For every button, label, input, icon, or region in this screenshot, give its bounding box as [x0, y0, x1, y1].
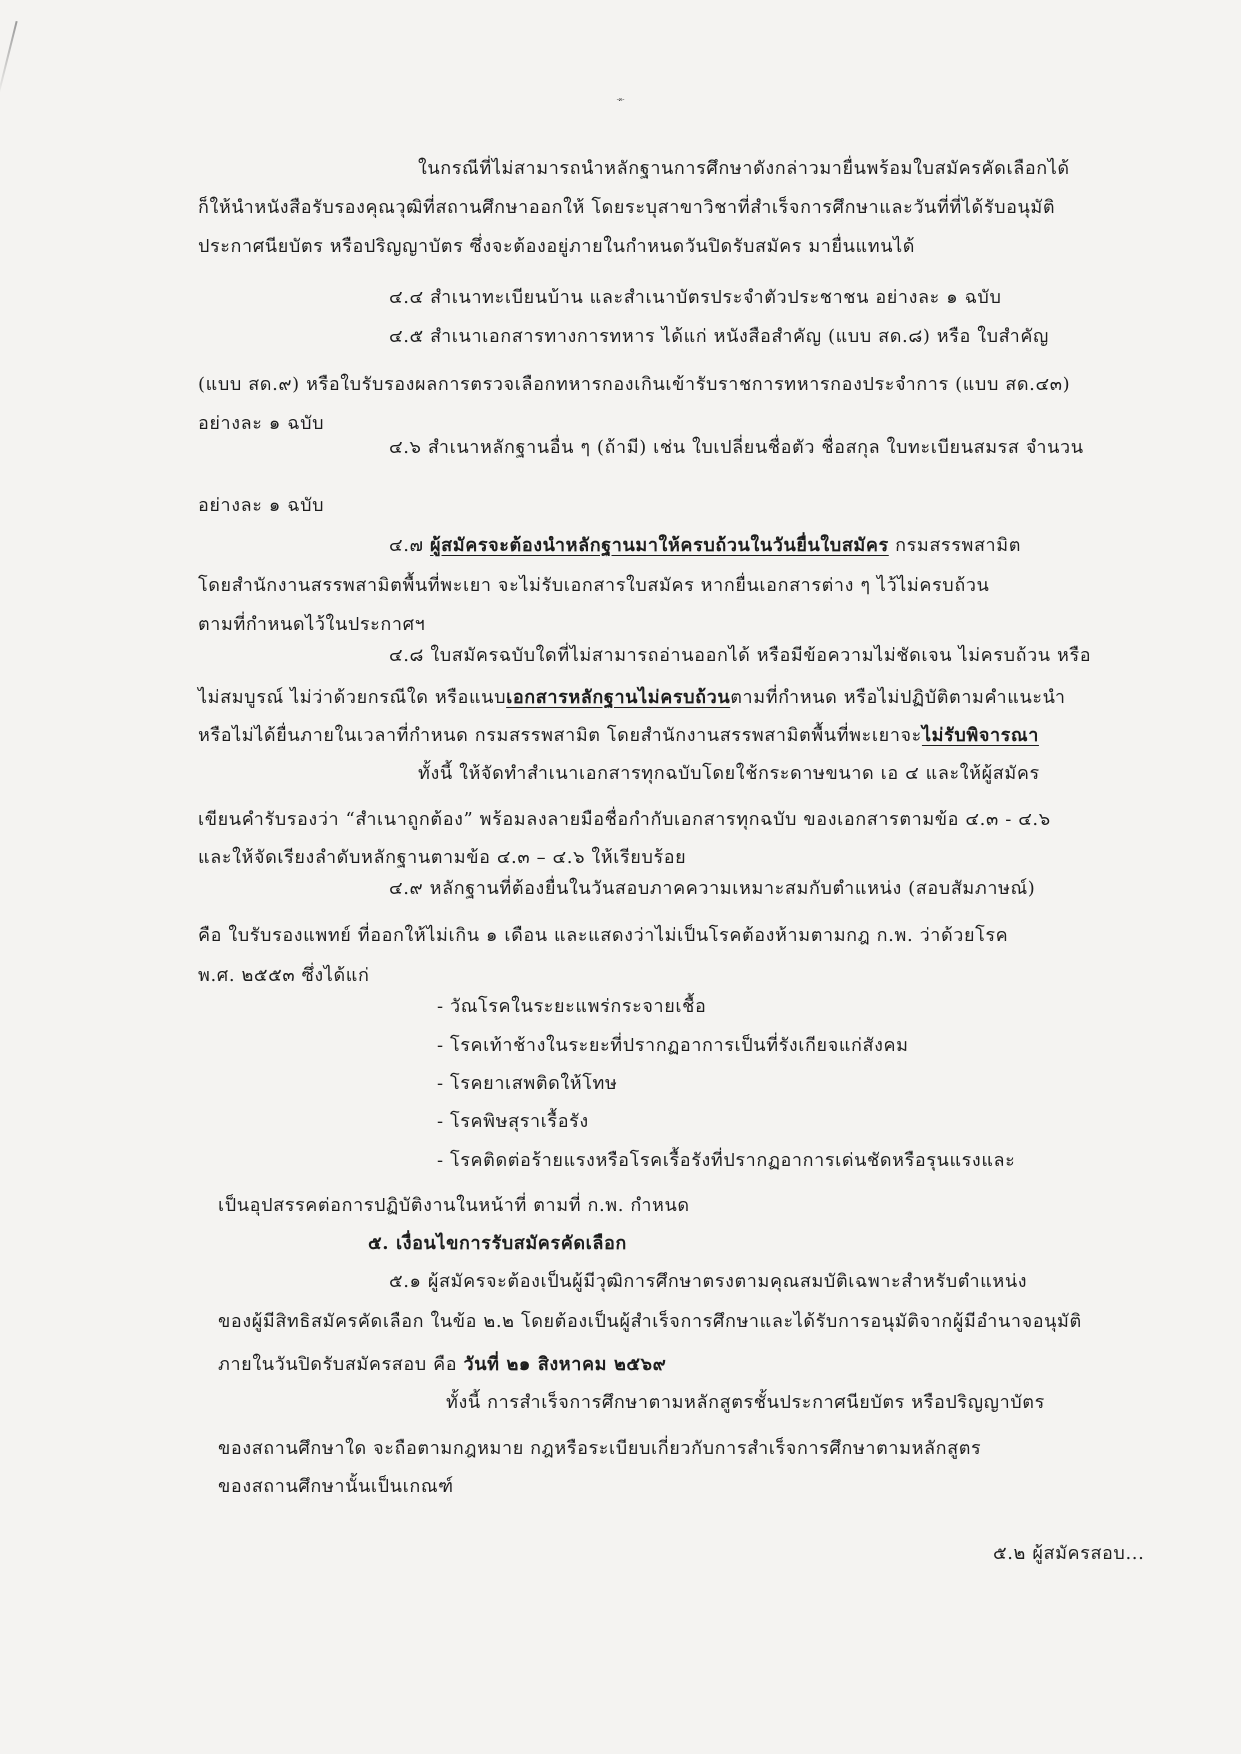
- paragraph-line: ทั้งนี้ การสำเร็จการศึกษาตามหลักสูตรชั้นประกาศนียบัตร หรือปริญญาบัตร: [446, 1392, 1045, 1413]
- item-4-8: ๔.๘ ใบสมัครฉบับใดที่ไม่สามารถอ่านออกได้ หรือมีข้อความไม่ชัดเจน ไม่ครบถ้วน หรือ: [389, 645, 1092, 666]
- paragraph-line: [198, 724, 1039, 748]
- paragraph-line: ตามที่กำหนดไว้ในประกาศฯ: [198, 614, 426, 635]
- paragraph-line: ทั้งนี้ ให้จัดทำสำเนาเอกสารทุกฉบับโดยใช้กระดาษขนาด เอ ๔ และให้ผู้สมัคร: [418, 763, 1040, 784]
- list-item: - โรคพิษสุราเรื้อรัง: [437, 1111, 589, 1132]
- deadline-date: วันที่ ๒๑ สิงหาคม ๒๕๖๙: [463, 1354, 667, 1375]
- emphasis-text: เอกสารหลักฐานไม่ครบถ้วน: [506, 687, 731, 708]
- item-4-5: ๔.๕ สำเนาเอกสารทางการทหาร ได้แก่ หนังสือสำคัญ (แบบ สด.๘) หรือ ใบสำคัญ: [389, 326, 1049, 347]
- list-item: - วัณโรคในระยะแพร่กระจายเชื้อ: [437, 996, 707, 1017]
- paragraph-line: ก็ให้นำหนังสือรับรองคุณวุฒิที่สถานศึกษาออกให้ โดยระบุสาขาวิชาที่สำเร็จการศึกษาและวันที่ที่ได้รับอนุมัติ: [198, 197, 1056, 218]
- paragraph-line: ของสถานศึกษาใด จะถือตามกฎหมาย กฎหรือระเบียบเกี่ยวกับการสำเร็จการศึกษาตามหลักสูตร: [218, 1438, 982, 1459]
- paragraph-text: ตามที่กำหนด หรือไม่ปฏิบัติตามคำแนะนำ: [730, 687, 1066, 708]
- paragraph-line: ประกาศนียบัตร หรือปริญญาบัตร ซึ่งจะต้องอยู่ภายในกำหนดวันปิดรับสมัคร มายื่นแทนได้: [198, 236, 916, 257]
- paragraph-text: ไม่สมบูรณ์ ไม่ว่าด้วยกรณีใด หรือแนบ: [198, 687, 507, 708]
- page-number: -๓-: [616, 97, 625, 103]
- paragraph-line: ของสถานศึกษานั้นเป็นเกณฑ์: [218, 1476, 454, 1497]
- paragraph-line: โดยสำนักงานสรรพสามิตพื้นที่พะเยา จะไม่รับเอกสารใบสมัคร หากยื่นเอกสารต่าง ๆ ไว้ไม่ครบถ้วน: [198, 575, 990, 596]
- paragraph-text: กรมสรรพสามิต: [888, 535, 1021, 556]
- item-4-7: [389, 534, 1021, 558]
- item-5-1: ๕.๑ ผู้สมัครจะต้องเป็นผู้มีวุฒิการศึกษาตรงตามคุณสมบัติเฉพาะสำหรับตำแหน่ง: [389, 1271, 1028, 1292]
- paragraph-line: ในกรณีที่ไม่สามารถนำหลักฐานการศึกษาดังกล่าวมายื่นพร้อมใบสมัครคัดเลือกได้: [418, 158, 1070, 179]
- item-4-9: ๔.๙ หลักฐานที่ต้องยื่นในวันสอบภาคความเหมาะสมกับตำแหน่ง (สอบสัมภาษณ์): [389, 878, 1036, 899]
- paragraph-line: อย่างละ ๑ ฉบับ: [198, 413, 325, 434]
- item-4-4: ๔.๔ สำเนาทะเบียนบ้าน และสำเนาบัตรประจำตัวประชาชน อย่างละ ๑ ฉบับ: [389, 287, 1002, 308]
- paragraph-line: (แบบ สด.๙) หรือใบรับรองผลการตรวจเลือกทหารกองเกินเข้ารับราชการทหารกองประจำการ (แบบ สด.๔๓): [198, 374, 1071, 395]
- continuation-note: ๕.๒ ผู้สมัครสอบ...: [993, 1543, 1145, 1564]
- emphasis-text: ไม่รับพิจารณา: [921, 725, 1039, 746]
- emphasis-text: ผู้สมัครจะต้องนำหลักฐานมาให้ครบถ้วนในวันยื่นใบสมัคร: [430, 535, 889, 556]
- paragraph-line: อย่างละ ๑ ฉบับ: [198, 495, 325, 516]
- list-item: - โรคเท้าช้างในระยะที่ปรากฏอาการเป็นที่รังเกียจแก่สังคม: [437, 1035, 909, 1056]
- paragraph-line: เป็นอุปสรรคต่อการปฏิบัติงานในหน้าที่ ตามที่ ก.พ. กำหนด: [218, 1195, 690, 1216]
- section-heading: ๕. เงื่อนไขการรับสมัครคัดเลือก: [368, 1233, 627, 1254]
- paragraph-text: หรือไม่ได้ยื่นภายในเวลาที่กำหนด กรมสรรพสามิต โดยสำนักงานสรรพสามิตพื้นที่พะเยาจะ: [198, 725, 922, 746]
- paragraph-line: คือ ใบรับรองแพทย์ ที่ออกให้ไม่เกิน ๑ เดือน และแสดงว่าไม่เป็นโรคต้องห้ามตามกฎ ก.พ. ว่าด้วยโรค: [198, 925, 1009, 946]
- paragraph-line: [218, 1353, 666, 1377]
- paragraph-line: ของผู้มีสิทธิสมัครคัดเลือก ในข้อ ๒.๒ โดยต้องเป็นผู้สำเร็จการศึกษาและได้รับการอนุมัติจากผู้มีอำนาจอนุมัติ: [218, 1311, 1082, 1332]
- paragraph-line: และให้จัดเรียงลำดับหลักฐานตามข้อ ๔.๓ – ๔.๖ ให้เรียบร้อย: [198, 847, 687, 868]
- list-item: - โรคยาเสพติดให้โทษ: [437, 1073, 618, 1094]
- list-item: - โรคติดต่อร้ายแรงหรือโรคเรื้อรังที่ปรากฏอาการเด่นชัดหรือรุนแรงและ: [437, 1150, 1016, 1171]
- paragraph-line: [198, 686, 1066, 710]
- paragraph-text: ภายในวันปิดรับสมัครสอบ คือ: [218, 1354, 464, 1375]
- item-number: ๔.๗: [389, 535, 431, 556]
- paragraph-line: เขียนคำรับรองว่า “สำเนาถูกต้อง” พร้อมลงลายมือชื่อกำกับเอกสารทุกฉบับ ของเอกสารตามข้อ ๔.๓ - ๔.๖: [198, 809, 1051, 830]
- paragraph-line: พ.ศ. ๒๕๕๓ ซึ่งได้แก่: [198, 965, 370, 986]
- item-4-6: ๔.๖ สำเนาหลักฐานอื่น ๆ (ถ้ามี) เช่น ใบเปลี่ยนชื่อตัว ชื่อสกุล ใบทะเบียนสมรส จำนวน: [389, 437, 1084, 458]
